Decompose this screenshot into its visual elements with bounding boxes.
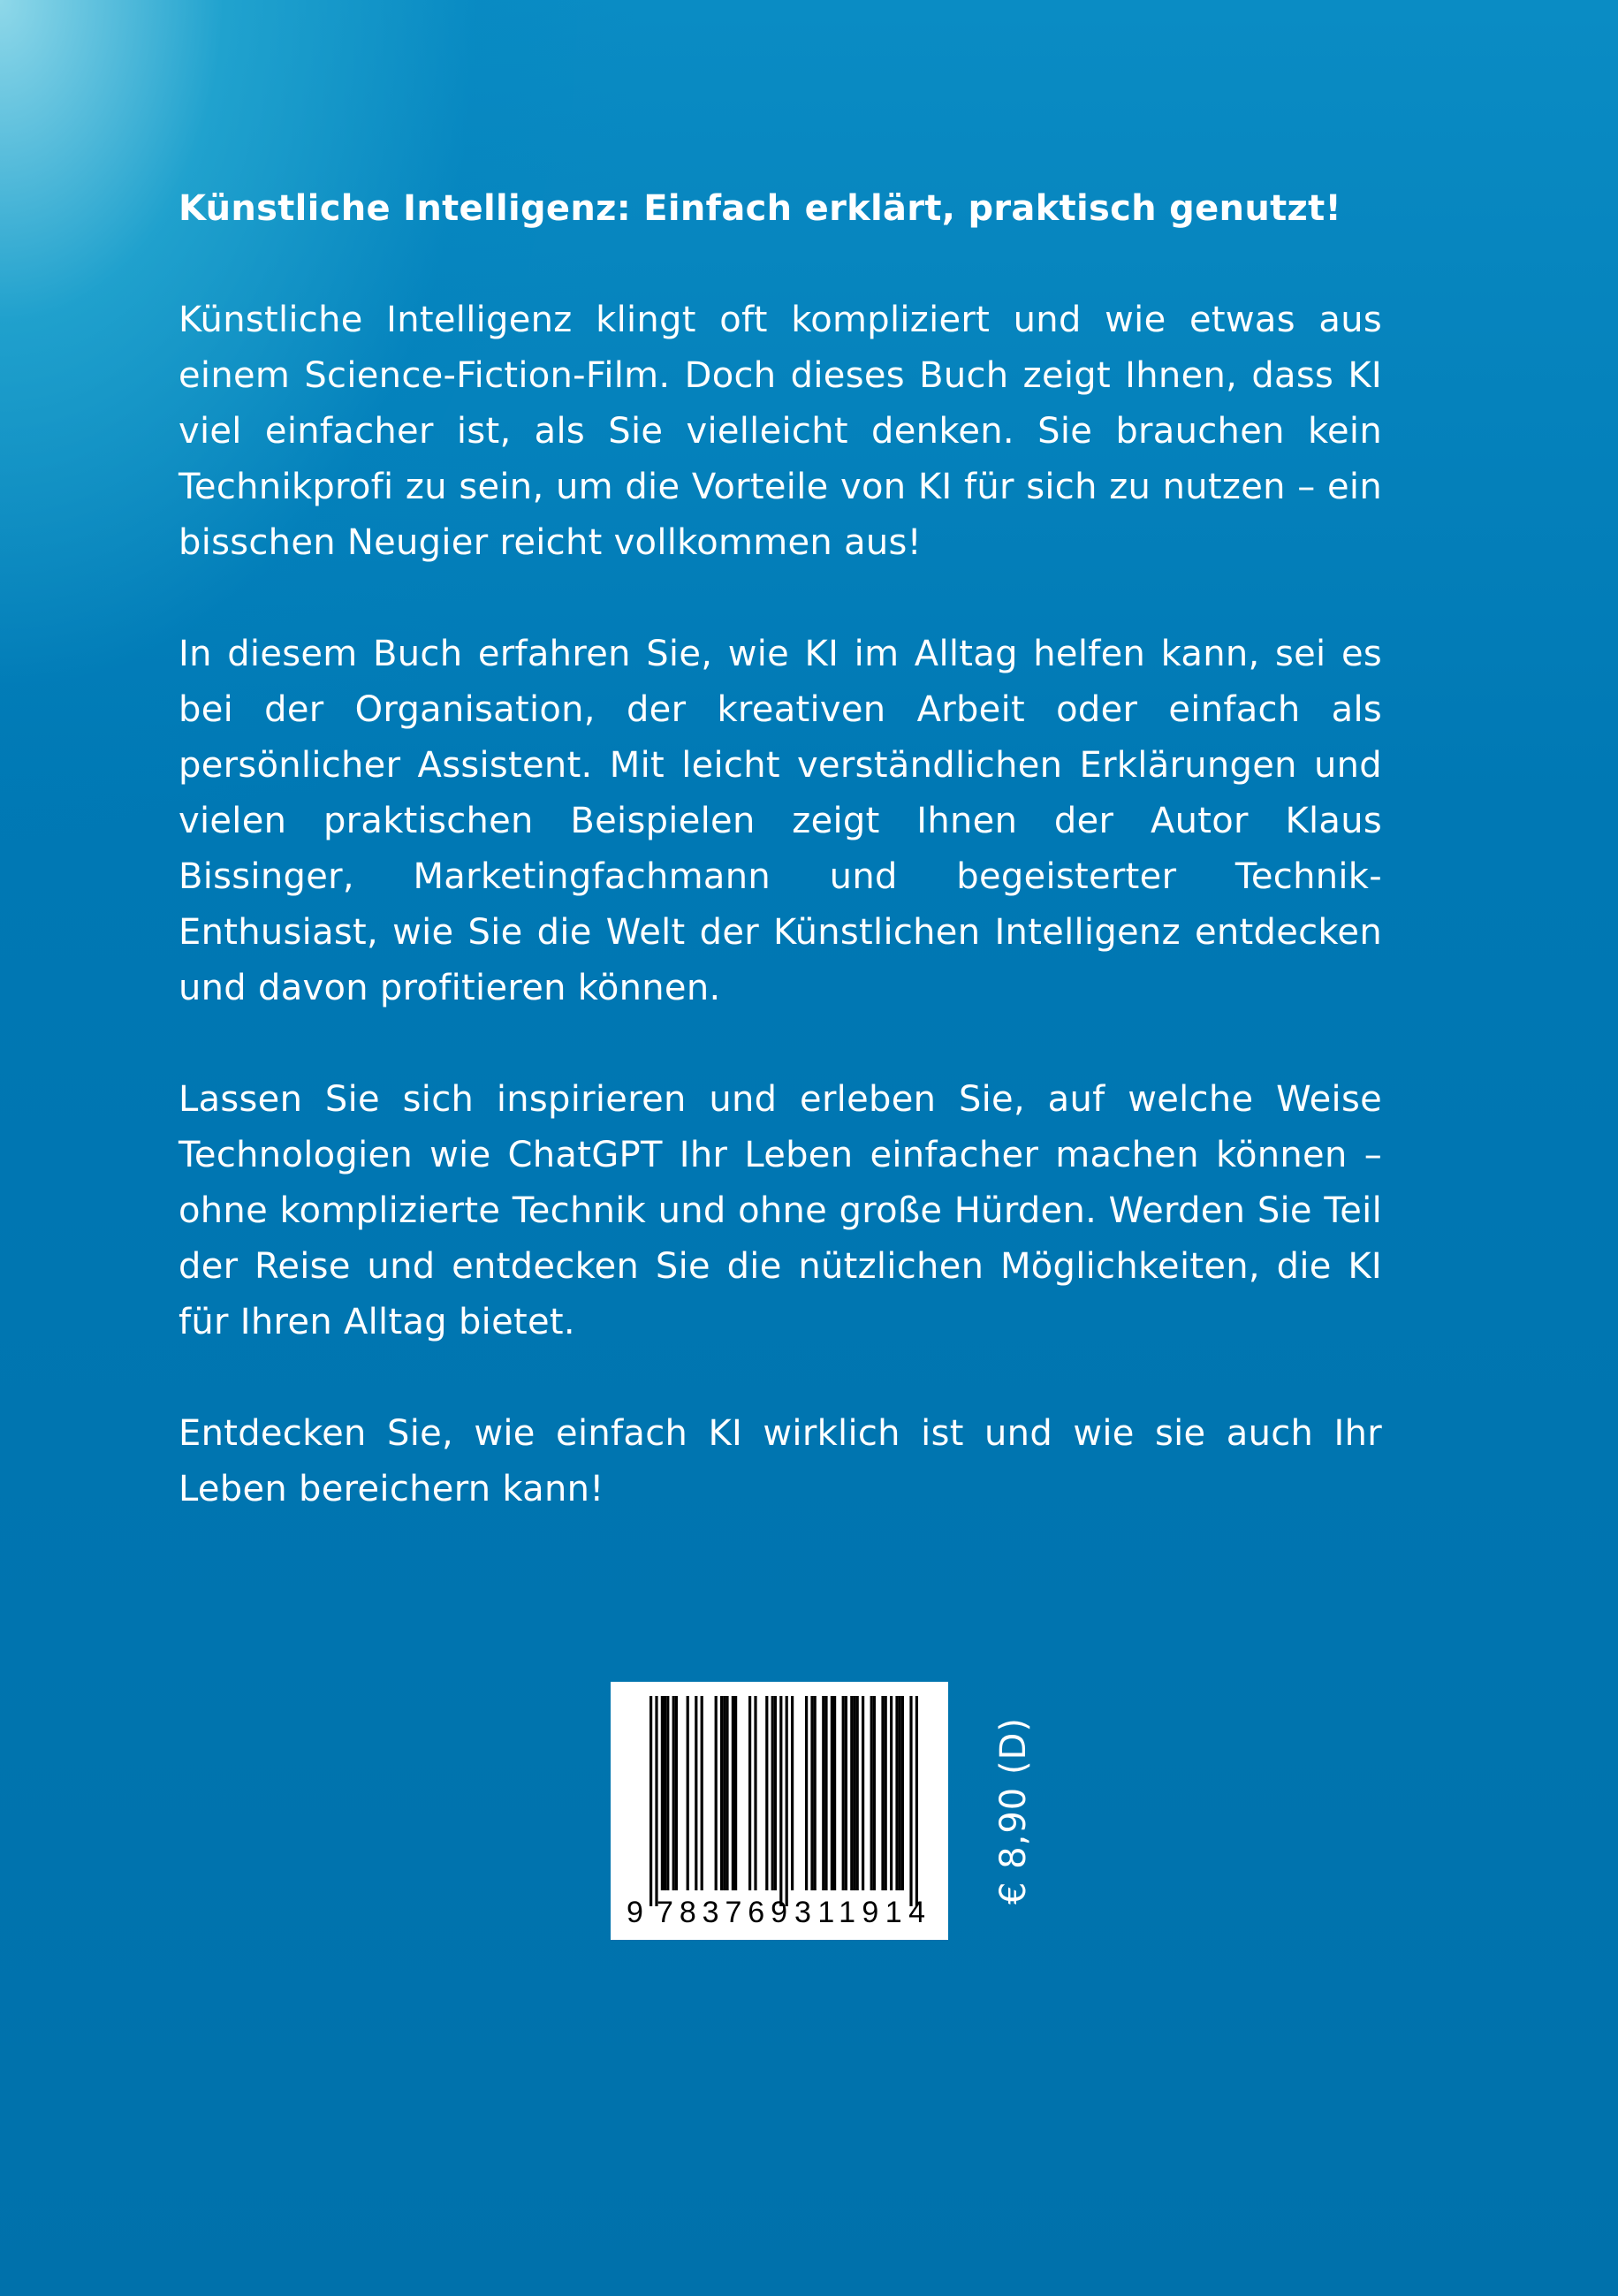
barcode-bar xyxy=(725,1696,728,1890)
blurb-paragraph-1: Künstliche Intelligenz klingt oft kompliziert und wie etwas aus einem Science-Fiction-Film. Doch dieses Buch zeigt Ihnen, dass KI viel einfacher ist, als Sie vielleicht denken. Sie brauchen kein Technikprofi zu sein, um die Vorteile von KI für sich zu nutzen – ein bisschen Neugier reicht vollkommen aus! xyxy=(179,300,1382,563)
price-label: € 8,90 (D) xyxy=(993,1717,1034,1904)
barcode-bar xyxy=(754,1696,756,1890)
barcode-bar xyxy=(831,1696,833,1890)
barcode-bar xyxy=(720,1696,723,1890)
barcode-bar xyxy=(822,1696,824,1890)
barcode-bar xyxy=(909,1696,912,1906)
barcode-bar xyxy=(901,1696,904,1890)
barcode-bar xyxy=(915,1696,918,1906)
barcode-bar xyxy=(881,1696,884,1890)
barcode-bar xyxy=(805,1696,808,1890)
barcode-lead-digit: 9 xyxy=(627,1896,643,1929)
blurb-paragraph-4: Entdecken Sie, wie einfach KI wirklich ist und wie sie auch Ihr Leben bereichern kann! xyxy=(179,1413,1382,1509)
barcode-bar xyxy=(833,1696,836,1890)
barcode-bar xyxy=(873,1696,876,1890)
blurb-text xyxy=(179,181,1382,1517)
blurb-paragraph-3: Lassen Sie sich inspirieren und erleben Sie, auf welche Weise Technologien wie ChatGPT Ihr Leben einfacher machen können – ohne komplizierte Technik und ohne große Hürden. Werden Sie Teil der Reise und entdecken Sie die nützlichen Möglichkeiten, die KI für Ihren Alltag bietet. xyxy=(179,1079,1382,1342)
barcode-bar xyxy=(814,1696,817,1890)
barcode-bar xyxy=(791,1696,794,1890)
barcode-left-digits: 783769 xyxy=(657,1896,787,1929)
barcode-bar xyxy=(810,1696,813,1890)
barcode-bar xyxy=(732,1696,734,1890)
barcode-bar xyxy=(664,1696,666,1890)
barcode-bar xyxy=(655,1696,657,1906)
barcode-bar xyxy=(824,1696,827,1890)
barcode-bar xyxy=(675,1696,678,1890)
headline: Künstliche Intelligenz: Einfach erklärt, praktisch genutzt! xyxy=(179,188,1342,229)
barcode-bar xyxy=(856,1696,859,1890)
barcode-bar xyxy=(853,1696,855,1890)
barcode-bar xyxy=(723,1696,725,1890)
barcode-bar xyxy=(850,1696,853,1890)
barcode-bar xyxy=(779,1696,782,1906)
barcode-bar xyxy=(885,1696,887,1890)
isbn-barcode xyxy=(611,1682,948,1940)
barcode-bar xyxy=(862,1696,864,1890)
barcode-bar xyxy=(695,1696,697,1890)
barcode-bar xyxy=(774,1696,777,1890)
blurb-paragraph-2: In diesem Buch erfahren Sie, wie KI im Alltag helfen kann, sei es bei der Organisation, der kreativen Arbeit oder einfach als persönlicher Assistent. Mit leicht verständlichen Erklärungen und vielen praktischen Beispielen zeigt Ihnen der Autor Klaus Bissinger, Marketingfachmann und begeisterter Technik-Enthusiast, wie Sie die Welt der Künstlichen Intelligenz entdecken und davon profitieren können. xyxy=(179,634,1382,1008)
barcode-bar xyxy=(687,1696,689,1890)
barcode-bar xyxy=(672,1696,675,1890)
barcode-bar xyxy=(666,1696,669,1890)
barcode-bar xyxy=(715,1696,718,1890)
barcode-bar xyxy=(895,1696,898,1890)
barcode-bar xyxy=(842,1696,845,1890)
barcode-bar xyxy=(845,1696,847,1890)
barcode-bar xyxy=(734,1696,737,1890)
barcode-bar xyxy=(649,1696,652,1906)
barcode-bar xyxy=(771,1696,774,1890)
barcode-bar xyxy=(786,1696,788,1906)
barcode-right-digits: 311914 xyxy=(794,1896,925,1929)
barcode-bar xyxy=(765,1696,768,1890)
barcode-bar xyxy=(748,1696,751,1890)
barcode-bar xyxy=(701,1696,703,1890)
barcode-bar xyxy=(899,1696,901,1890)
barcode-bars xyxy=(649,1696,918,1906)
barcode-bar xyxy=(661,1696,664,1890)
barcode-bar xyxy=(870,1696,873,1890)
barcode-graphic xyxy=(611,1682,948,1940)
barcode-bar xyxy=(890,1696,893,1890)
